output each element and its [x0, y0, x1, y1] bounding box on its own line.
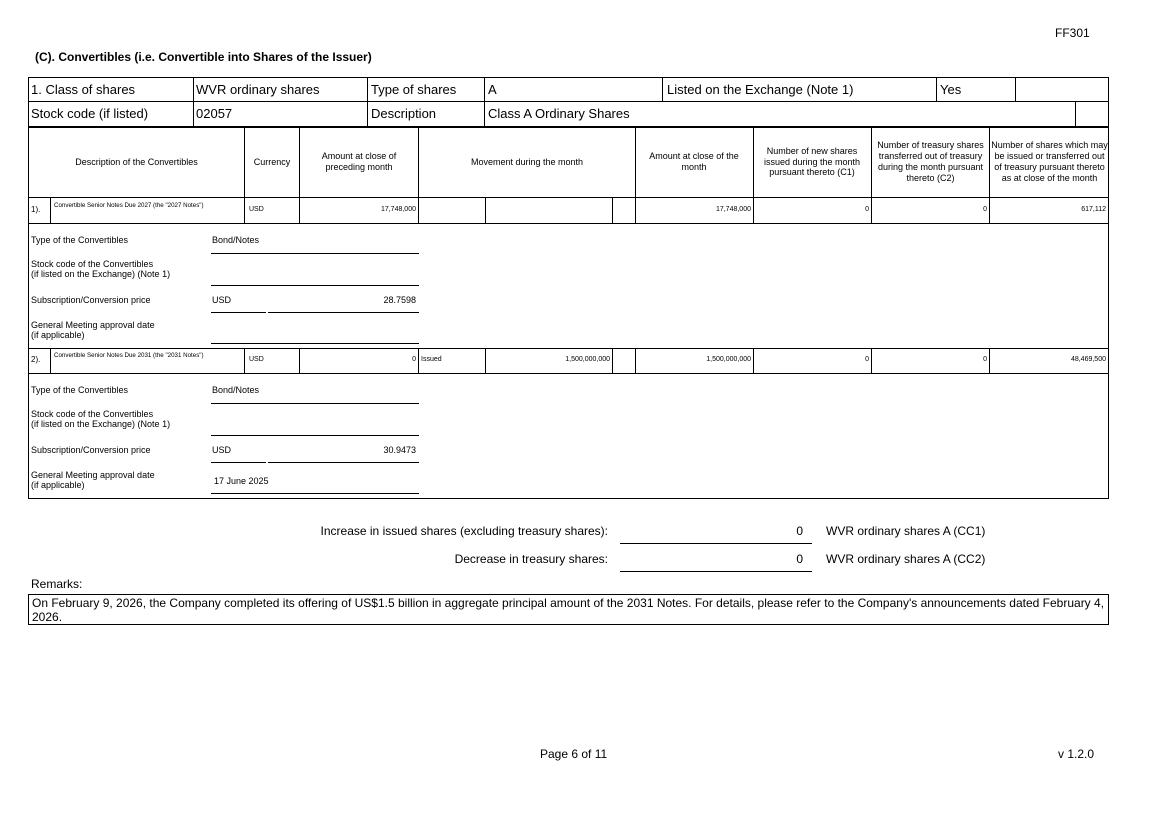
remarks-label: Remarks: [31, 577, 83, 591]
row-1-type-value: Bond/Notes [212, 235, 260, 245]
row-2-shares-may-issue: 48,469,500 [1070, 356, 1106, 363]
row-1-price-currency: USD [212, 295, 232, 305]
increase-label: Increase in issued shares (excluding treasury shares): [320, 524, 608, 538]
header-movement: Movement during the month [470, 156, 584, 167]
row-2-number: 2). [31, 355, 41, 364]
row-1-gm-label: General Meeting approval date (if applicable) [31, 320, 155, 341]
page-number: Page 6 of 11 [540, 747, 608, 761]
row-2-price-currency: USD [212, 445, 232, 455]
row-2-type-value: Bond/Notes [212, 385, 260, 395]
header-new-shares: Number of new shares issued during the month pursuant thereto (C1) [763, 145, 861, 178]
row-1-amount-preceding: 17,748,000 [380, 206, 416, 213]
header-amount-preceding: Amount at close of preceding month [321, 151, 397, 172]
stock-code-label: Stock code (if listed) [31, 106, 149, 121]
form-code: FF301 [1055, 26, 1090, 40]
row-1-shares-may-issue: 617,112 [1081, 206, 1106, 213]
row-2-gm-label: General Meeting approval date (if applicable) [31, 470, 155, 491]
decrease-label: Decrease in treasury shares: [454, 552, 608, 566]
row-2-gm-value: 17 June 2025 [214, 476, 269, 486]
header-treasury-transferred: Number of treasury shares transferred out of treasury during the month pursuant thereto (C2) [877, 140, 984, 183]
version: v 1.2.0 [1058, 747, 1095, 761]
section-title: (C). Convertibles (i.e. Convertible into Shares of the Issuer) [35, 50, 372, 64]
increase-value: 0 [796, 524, 803, 538]
listed-label: Listed on the Exchange (Note 1) [667, 82, 854, 97]
row-2-price-value: 30.9473 [383, 445, 416, 455]
type-of-shares-value: A [488, 82, 497, 97]
type-of-shares-label: Type of shares [371, 82, 457, 97]
row-2-type-label: Type of the Convertibles [31, 385, 129, 395]
remarks-text: On February 9, 2026, the Company completed its offering of US$1.5 billion in aggregate principal amount of the 2031 Notes. For details, please refer to the Company's announcements dated February 4, 2026. [28, 594, 1109, 625]
row-2-name: Convertible Senior Notes Due 2031 (the "2031 Notes") [54, 352, 204, 359]
row-2-movement-amount: 1,500,000,000 [565, 356, 610, 363]
row-2-movement-type: Issued [421, 356, 442, 363]
row-1-new-shares: 0 [865, 206, 869, 213]
class-of-shares-label: 1. Class of shares [31, 82, 136, 97]
header-shares-may-issue: Number of shares which may be issued or transferred out of treasury pursuant thereto as at close of the month [991, 140, 1108, 183]
row-1-price-label: Subscription/Conversion price [31, 295, 151, 305]
row-2-amount-close: 1,500,000,000 [706, 356, 751, 363]
row-1-name: Convertible Senior Notes Due 2027 (the "2027 Notes") [54, 202, 204, 209]
header-amount-close: Amount at close of the month [649, 151, 739, 172]
class-of-shares-value: WVR ordinary shares [196, 82, 320, 97]
row-1-currency: USD [249, 206, 264, 213]
decrease-unit: WVR ordinary shares A (CC2) [826, 552, 986, 566]
row-1-treasury-transferred: 0 [983, 206, 987, 213]
header-currency: Currency [253, 156, 291, 167]
row-2-price-label: Subscription/Conversion price [31, 445, 151, 455]
stock-code-value: 02057 [196, 106, 233, 121]
listed-value: Yes [940, 82, 962, 97]
row-1-type-label: Type of the Convertibles [31, 235, 129, 245]
row-1-stock-code-label: Stock code of the Convertibles (if listed on the Exchange) (Note 1) [31, 259, 171, 280]
description-value: Class A Ordinary Shares [488, 106, 630, 121]
row-2-stock-code-label: Stock code of the Convertibles (if listed on the Exchange) (Note 1) [31, 409, 171, 430]
row-2-treasury-transferred: 0 [983, 356, 987, 363]
increase-unit: WVR ordinary shares A (CC1) [826, 524, 986, 538]
row-2-currency: USD [249, 356, 264, 363]
row-2-new-shares: 0 [865, 356, 869, 363]
decrease-value: 0 [796, 552, 803, 566]
header-description: Description of the Convertibles [75, 156, 198, 167]
row-1-price-value: 28.7598 [383, 295, 416, 305]
description-label: Description [371, 106, 437, 121]
row-2-amount-preceding: 0 [412, 356, 416, 363]
row-1-number: 1). [31, 205, 41, 214]
row-1-amount-close: 17,748,000 [715, 206, 751, 213]
